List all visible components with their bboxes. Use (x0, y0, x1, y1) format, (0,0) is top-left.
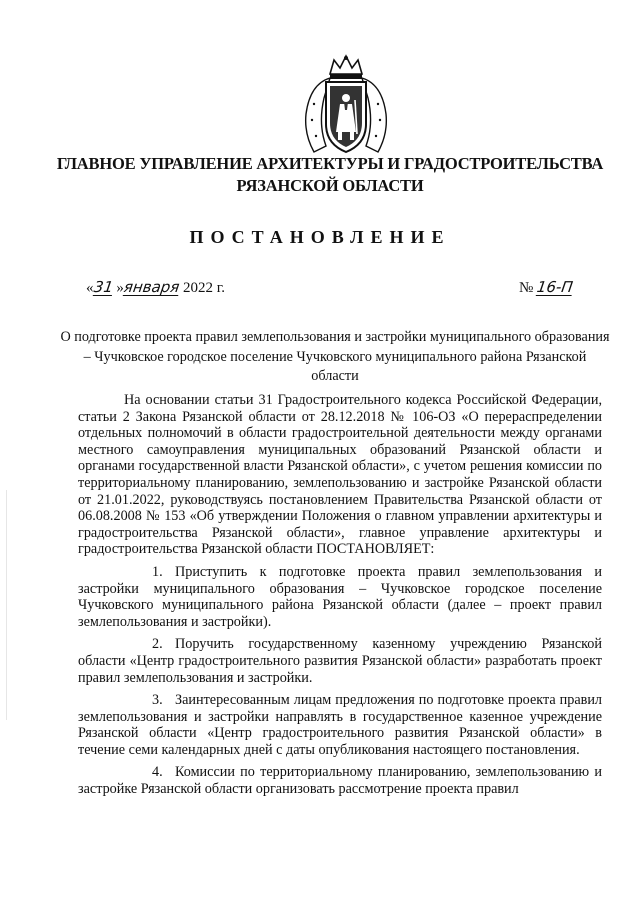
clause-number: 2. (152, 636, 163, 653)
document-number (519, 278, 573, 297)
number-value: 16-П (535, 278, 575, 296)
number-prefix: № (519, 280, 534, 296)
preamble-paragraph: На основании статьи 31 Градостроительного кодекса Российской Федерации, статьи 2 Закона Рязанской области от 28.12.2018 № 106-ОЗ «О перераспределении отдельных полномочий в области градостроительной деятельности между органами местного самоуправления муниципальных образований Рязанской области и органами государственной власти Рязанской области», с учетом решения комиссии по территориальному планированию, землепользованию и застройке Рязанской области от 21.01.2022, руководствуясь постановлением Правительства Рязанской области от 06.08.2008 № 153 «Об утверждении Положения о главном управлении архитектуры и градостроительства Рязанской области», главное управление архитектуры и градостроительства Рязанской области ПОСТАНОВЛЯЕТ: (78, 392, 602, 558)
clause-number: 4. (152, 764, 163, 781)
clause-text: Заинтересованным лицам предложения по подготовке проекта правил землепользования и застройки направлять в государственное казенное учреждение Рязанской области «Центр градостроительного развития Рязанской области» в течение семи календарных дней с даты опубликования настоящего постановления. (78, 692, 602, 758)
date-month: января (122, 278, 181, 296)
coat-of-arms-icon (300, 54, 392, 160)
document-date (86, 278, 225, 297)
clause-number: 3. (152, 692, 163, 709)
clause-4 (78, 764, 602, 797)
clause-text: Комиссии по территориальному планированию, землепользованию и застройке Рязанской области организовать рассмотрение проекта правил (78, 764, 602, 798)
clause-2 (78, 636, 602, 686)
date-open-quote: « (86, 280, 94, 296)
org-name-line1: ГЛАВНОЕ УПРАВЛЕНИЕ АРХИТЕКТУРЫ И ГРАДОСТРОИТЕЛЬСТВА (56, 154, 604, 173)
clause-number: 1. (152, 563, 163, 580)
clause-text: Приступить к подготовке проекта правил землепользования и застройки муниципального образования – Чучковское городское поселение Чучковского муниципального района Рязанской области (далее – проект правил землепользования и застройки). (78, 563, 602, 630)
document-title: ПОСТАНОВЛЕНИЕ (189, 227, 451, 247)
org-name-line2: РЯЗАНСКОЙ ОБЛАСТИ (236, 176, 424, 195)
clause-text: Поручить государственному казенному учреждению Рязанской области «Центр градостроительного развития Рязанской области» разработать проект правил землепользования и застройки. (78, 636, 602, 686)
clause-1 (78, 564, 602, 630)
clause-3 (78, 692, 602, 758)
document-subject: О подготовке проекта правил землепользования и застройки муниципального образования – Чучковское городское поселение Чучковского муниципального района Рязанской области (60, 329, 610, 384)
date-year: 2022 г. (183, 280, 225, 296)
date-day: 31 (92, 278, 114, 296)
document-body (78, 392, 602, 804)
date-close-quote: » (116, 280, 124, 296)
scan-edge-line (6, 490, 7, 720)
